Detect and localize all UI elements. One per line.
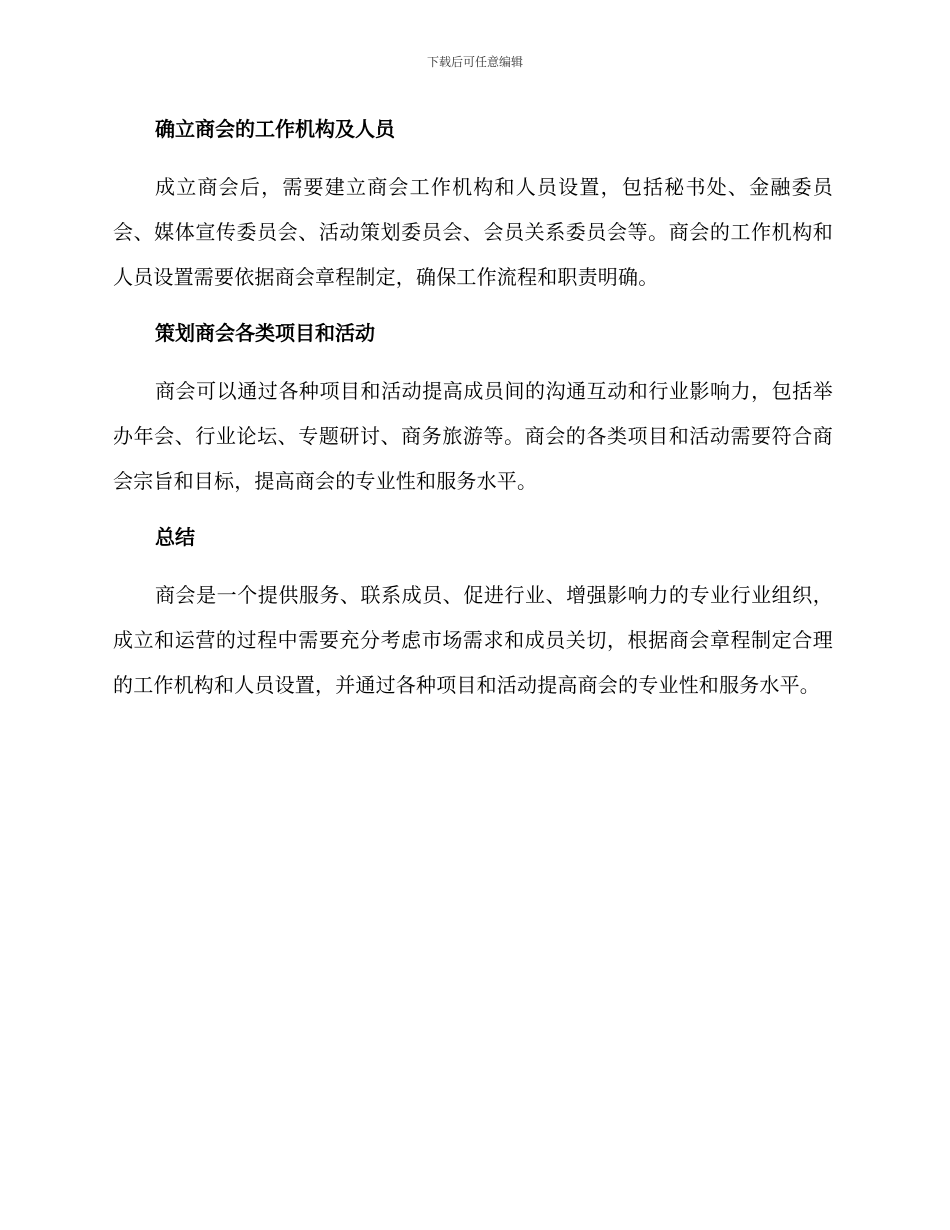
document-content [113, 112, 833, 708]
section-paragraph-projects-activities: 商会可以通过各种项目和活动提高成员间的沟通互动和行业影响力，包括举办年会、行业论坛、专题研讨、商务旅游等。商会的各类项目和活动需要符合商会宗旨和目标，提高商会的专业性和服务水平。 [113, 379, 833, 493]
header-note: 下载后可任意编辑 [426, 55, 523, 69]
section-heading-projects-activities: 策划商会各类项目和活动 [155, 321, 375, 345]
section-paragraph-summary: 商会是一个提供服务、联系成员、促进行业、增强影响力的专业行业组织，成立和运营的过程中需要充分考虑市场需求和成员关切，根据商会章程制定合理的工作机构和人员设置，并通过各种项目和活动提高商会的专业性和服务水平。 [113, 583, 833, 697]
section-heading-summary: 总结 [155, 525, 195, 549]
section-paragraph-work-structure: 成立商会后，需要建立商会工作机构和人员设置，包括秘书处、金融委员会、媒体宣传委员会、活动策划委员会、会员关系委员会等。商会的工作机构和人员设置需要依据商会章程制定，确保工作流程和职责明确。 [113, 175, 833, 289]
section-heading-work-structure: 确立商会的工作机构及人员 [155, 117, 395, 141]
